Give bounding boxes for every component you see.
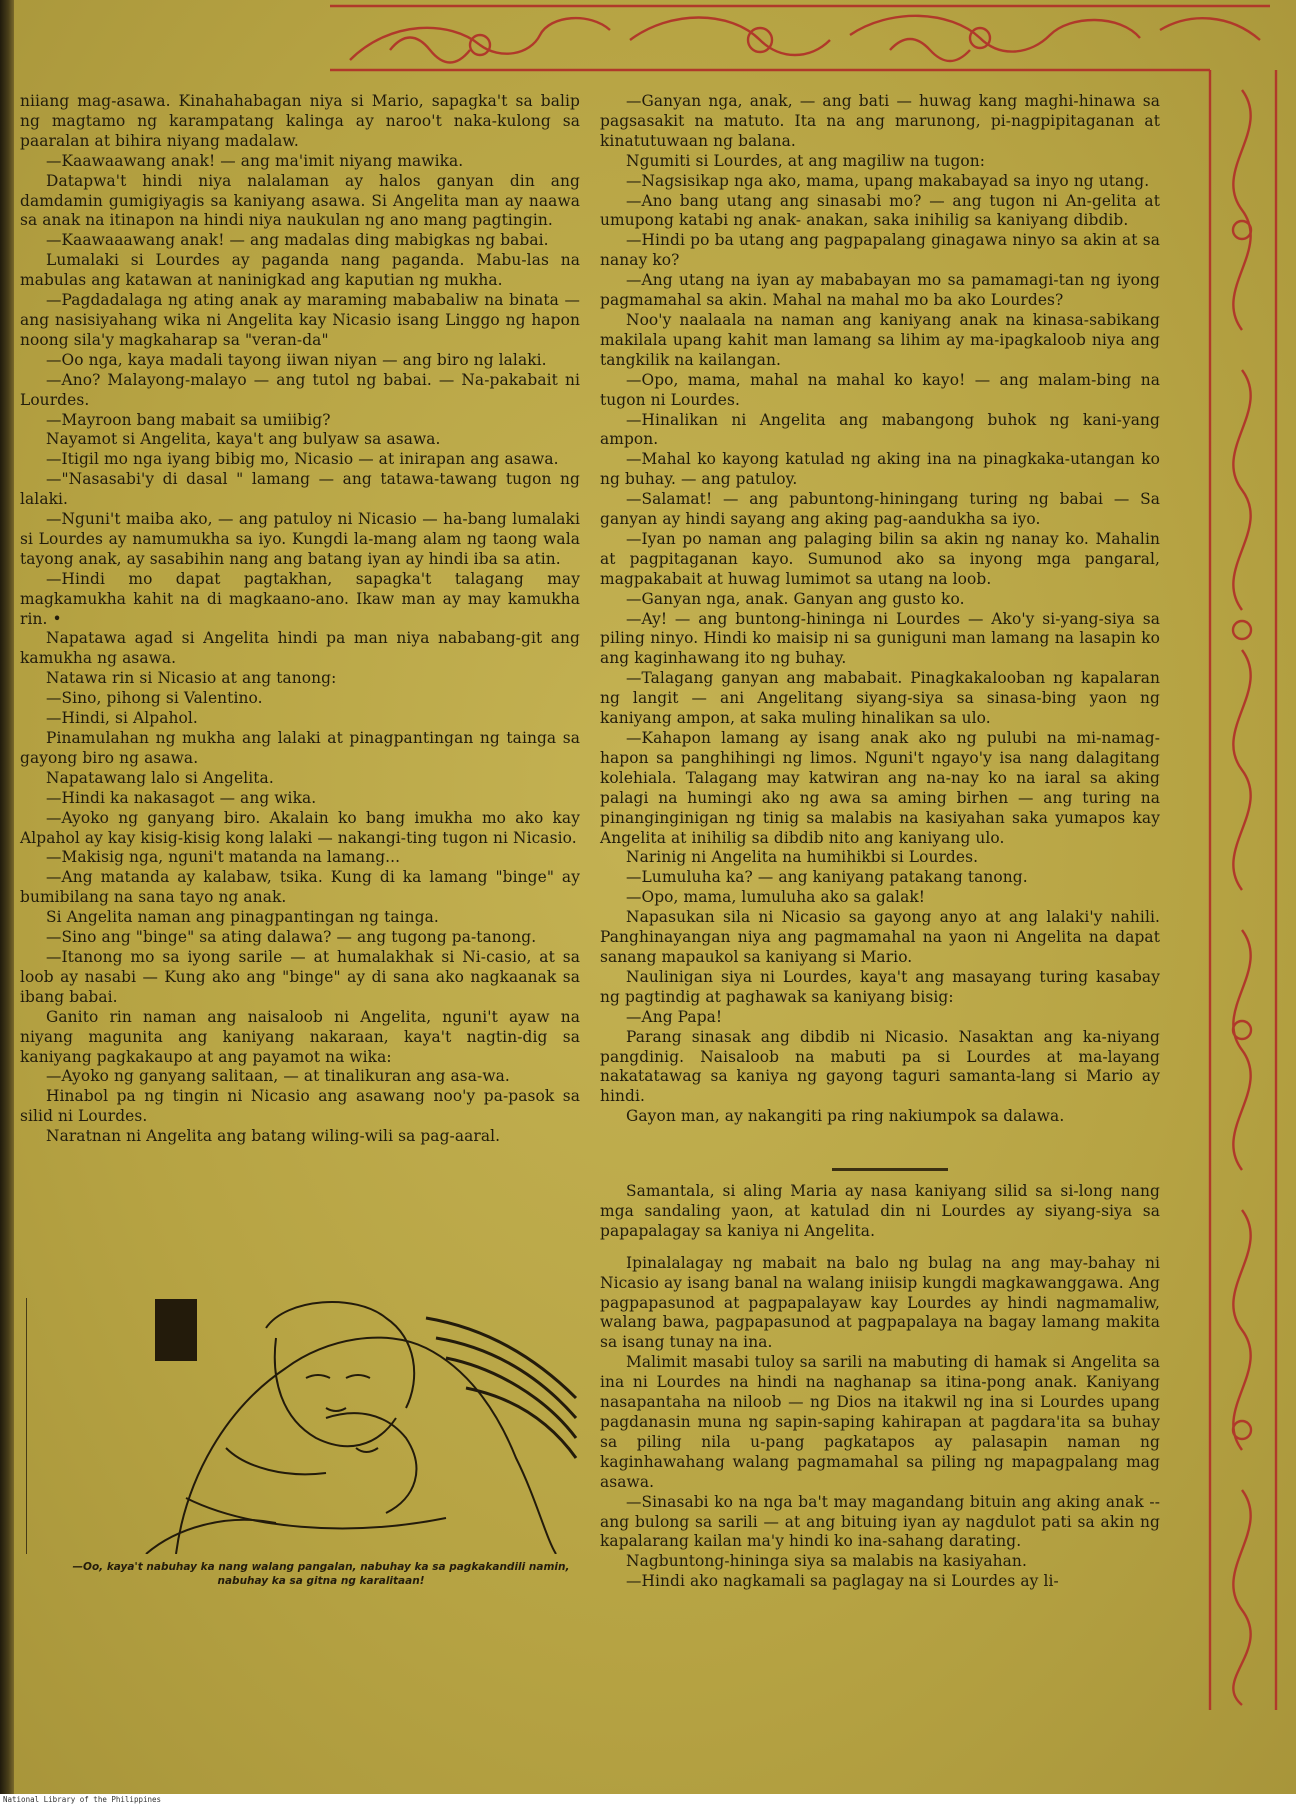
paragraph: —Ang matanda ay kalabaw, tsika. Kung di ka lamang "binge" ay bumibilang na sana tayo ng anak. <box>20 868 580 907</box>
paragraph: —Ganyan nga, anak. Ganyan ang gusto ko. <box>626 589 965 608</box>
paragraph: Lumalaki si Lourdes ay paganda nang paganda. Mabu-las na mabulas ang katawan at naninigkad ang kaputian ng mukha. <box>20 251 580 290</box>
paragraph: Hinabol pa ng tingin ni Nicasio ang asawang noo'y pa-pasok sa silid ni Lourdes. <box>20 1087 580 1126</box>
paragraph: —Ano bang utang ang sinasabi mo? — ang tugon ni An-gelita at umupong katabi ng anak- anakan, saka inihilig sa kaniyang dibdib. <box>600 191 1160 230</box>
paragraph: Nagbuntong-hininga siya sa malabis na kasiyahan. <box>626 1552 1027 1571</box>
paragraph: —Ang Papa! <box>626 1007 723 1026</box>
paragraph: —Iyan po naman ang palaging bilin sa akin ng nanay ko. Mahalin at pagpitaganan kayo. Sumunod ako sa inyong mga pangaral, magpakabait at huwag lumimot sa utang na loob. <box>600 529 1160 588</box>
paragraph: —Kaawaaawang anak! — ang madalas ding mabigkas ng babai. <box>46 231 549 250</box>
paragraph: Noo'y naalaala na naman ang kaniyang anak na kinasa-sabikang makilala upang kahit man lamang sa lihim ay ma-ipagkaloob niya ang tangkilik na kailangan. <box>600 310 1160 369</box>
paragraph: Ipinalalagay ng mabait na balo ng bulag na ang may-bahay ni Nicasio ay isang banal na walang iniisip kungdi magkawanggawa. Ang pagpapasunod at pagpapalayaw kay Lourdes ay hindi nagmamaliw, walang bawa, pagpapasunod at pagpapalaya na bagay lamang makita sa isang tunay na ina. <box>600 1253 1160 1352</box>
left-text-column <box>20 92 580 1147</box>
right-text-column <box>600 92 1160 1127</box>
paragraph: Narinig ni Angelita na humihikbi si Lourdes. <box>626 848 979 867</box>
illustration-caption: —Oo, kaya't nabuhay ka nang walang pangalan, nabuhay ka sa pagkakandili namin, nabuhay ka sa gitna ng karalitaan! <box>72 1561 570 1587</box>
paragraph: Gayon man, ay nakangiti pa ring nakiumpok sa dalawa. <box>626 1107 1065 1126</box>
paragraph: —Ay! — ang buntong-hininga ni Lourdes — Ako'y si-yang-siya sa piling ninyo. Hindi ko maisip ni sa guniguni man lamang na lasapin ko ang kaginhawang ito ng buhay. <box>600 609 1160 668</box>
paragraph: —Nguni't maiba ako, — ang patuloy ni Nicasio — ha-bang lumalaki si Lourdes ay namumukha sa iyo. Kungdi la-mang alam ng taong wala tayong anak, ay sasabihin nang ang batang iyan ay hindi iba sa atin. <box>20 510 580 568</box>
paragraph: —Hindi ako nagkamali sa paglagay na si Lourdes ay li- <box>626 1572 1059 1591</box>
section-divider <box>832 1168 948 1171</box>
paragraph: —Talagang ganyan ang mababait. Pinagkakalooban ng kapalaran ng langit — ani Angelitang siyang-siya sa sinasa-bing yaon ng kaniyang ampon, at saka muling hinalikan sa ulo. <box>600 669 1160 728</box>
paragraph: —Pagdadalaga ng ating anak ay maraming mababaliw na binata — ang nasisiyahang wika ni Angelita kay Nicasio isang Linggo ng hapon noong sila'y magkaharap sa "veran-da" <box>20 291 580 349</box>
paragraph: —Salamat! — ang pabuntong-hiningang turing ng babai — Sa ganyan ay hindi sayang ang aking pag-aandukha sa iyo. <box>600 490 1160 529</box>
paragraph: Napatawang lalo si Angelita. <box>46 768 274 787</box>
paragraph: —Hindi, si Alpahol. <box>46 709 198 728</box>
paragraph: —Sino, pihong si Valentino. <box>46 689 263 708</box>
paragraph: —Oo nga, kaya madali tayong iiwan niyan — ang biro ng lalaki. <box>46 350 547 369</box>
paragraph: —Mahal ko kayong katulad ng aking ina na pinagkaka-utangan ko ng buhay. — ang patuloy. <box>600 450 1160 489</box>
illustration-mother-daughter <box>26 1298 584 1554</box>
paragraph: —Itanong mo sa iyong sarile — at humalakhak si Ni-casio, at sa loob ay nasabi — Kung ako ang "binge" ay di sana ako nagkaanak sa ibang babai. <box>20 947 580 1006</box>
paragraph: Naratnan ni Angelita ang batang wiling-wili sa pag-aaral. <box>46 1127 501 1146</box>
paragraph: Natawa rin si Nicasio at ang tanong: <box>46 669 337 688</box>
paragraph: niiang mag-asawa. Kinahahabagan niya si Mario, sapagka't sa balip ng magtamo ng karampatang kalinga ay naroo't naka-kulong sa paaralan at bihira niyang madalaw. <box>20 92 580 150</box>
paragraph: Ngumiti si Lourdes, at ang magiliw na tugon: <box>626 151 986 170</box>
paragraph: Malimit masabi tuloy sa sarili na mabuting di hamak si Angelita sa ina ni Lourdes na hindi na naghanap sa itina-pong anak. Kaniyang nasapantaha na niloob — ng Dios na itakwil ng ina si Lourdes upang pagdanasin muna ng sapin-saping kahirapan at pagdara'ita sa buhay sa piling nila u-pang pagkatapos ay palasapin naman ng kaginhawahang walang pagmamahal sa piling ng mapagpalang mag asawa. <box>600 1353 1160 1491</box>
paragraph: —Ang utang na iyan ay mababayan mo sa pamamagi-tan ng iyong pagmamahal sa akin. Mahal na mahal mo ba ako Lourdes? <box>600 271 1160 310</box>
paragraph: —Hinalikan ni Angelita ang mabangong buhok ng kani-yang ampon. <box>600 410 1160 449</box>
paragraph: —Nagsisikap nga ako, mama, upang makabayad sa inyo ng utang. <box>626 171 1150 190</box>
paragraph: Nayamot si Angelita, kaya't ang bulyaw sa asawa. <box>46 430 441 449</box>
paragraph: —Ayoko ng ganyang salitaan, — at tinalikuran ang asa-wa. <box>46 1067 510 1086</box>
paragraph: —Ayoko ng ganyang biro. Akalain ko bang imukha mo ako kay Alpahol ay kay kisig-kisig kong lalaki — nakangi-ting tugon ni Nicasio. <box>20 808 580 847</box>
paragraph: Samantala, si aling Maria ay nasa kaniyang silid sa si-long nang mga sandaling yaon, at katulad din ni Lourdes ay siyang-siya sa papapalagay sa kaniya ni Angelita. <box>600 1182 1160 1240</box>
paragraph: —"Nasasabi'y di dasal " lamang — ang tatawa-tawang tugon ng lalaki. <box>20 470 580 509</box>
paragraph: —Makisig nga, nguni't matanda na lamang... <box>46 848 401 867</box>
paragraph: —Sinasabi ko na nga ba't may magandang bituin ang aking anak -- ang bulong sa sarili — at ang bituing iyan ay nagdulot pati sa akin ng kapalarang kailan ma'y hindi ko ina-sahang darating. <box>600 1492 1160 1551</box>
paragraph: Ganito rin naman ang naisaloob ni Angelita, nguni't ayaw na niyang magunita ang kaniyang nakaraan, kaya't nagtin-dig sa kaniyang pagkakaupo at ang payamot na wika: <box>20 1007 580 1066</box>
paragraph: Napasukan sila ni Nicasio sa gayong anyo at ang lalaki'y nahili. Panghinayangan niya ang pagmamahal na yaon ni Angelita na dapat sanang mapaukol sa kaniyang si Mario. <box>600 908 1160 966</box>
paragraph: —Ganyan nga, anak, — ang bati — huwag kang maghi-hinawa sa pagsasakit na matuto. Ita na ang marunong, pi-nagpipitaganan at kinatutuwaan ng balana. <box>600 92 1160 150</box>
paragraph: —Mayroon bang mabait sa umiibig? <box>46 410 331 429</box>
paragraph: —Sino ang "binge" sa ating dalawa? — ang tugong pa-tanong. <box>46 928 537 947</box>
paragraph: —Hindi po ba utang ang pagpapalang ginagawa ninyo sa akin at sa nanay ko? <box>600 231 1160 270</box>
paragraph: Parang sinasak ang dibdib ni Nicasio. Nasaktan ang ka-niyang pangdinig. Naisaloob na mabuti pa si Lourdes at ma-layang nakatatawag sa kaniya ng gayong taguri samanta-lang si Mario ay hindi. <box>600 1027 1160 1106</box>
paragraph: —Hindi ka nakasagot — ang wika. <box>46 788 317 807</box>
paragraph: —Ano? Malayong-malayo — ang tutol ng babai. — Na-pakabait ni Lourdes. <box>20 370 580 409</box>
paragraph: —Opo, mama, lumuluha ako sa galak! <box>626 888 926 907</box>
paragraph: Datapwa't hindi niya nalalaman ay halos ganyan din ang damdamin gumigiyagis sa kaniyang asawa. Si Angelita man ay naawa sa anak na itinapon na hindi niya naukulan ng ano mang pagtingin. <box>20 171 580 230</box>
top-ornament-border <box>330 0 1270 78</box>
paragraph: —Lumuluha ka? — ang kaniyang patakang tanong. <box>626 868 1028 887</box>
paragraph: —Opo, mama, mahal na mahal ko kayo! — ang malam-bing na tugon ni Lourdes. <box>600 370 1160 409</box>
paragraph: —Kahapon lamang ay isang anak ako ng pulubi na mi-namag-hapon sa panghihingi ng limos. Nguni't ngayo'y isa nang dalagitang kolehiala. Talagang may katwiran ang na-nay ko na iaral sa aking palagi na humingi ako ng awa sa aming birhen — ang turing na pinanginginigan ng tinig sa malabis na kasiyahan saka yumapos kay Angelita at inihilig sa dibdib nito ang kaniyang ulo. <box>600 729 1160 847</box>
paragraph: Pinamulahan ng mukha ang lalaki at pinagpantingan ng tainga sa gayong biro ng asawa. <box>20 729 580 767</box>
paragraph: —Itigil mo nga iyang bibig mo, Nicasio — at inirapan ang asawa. <box>46 450 559 469</box>
footer-credit-text: National Library of the Philippines <box>3 1795 162 1804</box>
paragraph: Napatawa agad si Angelita hindi pa man niya nababang-git ang kamukha ng asawa. <box>20 629 580 668</box>
paragraph: —Kaawaawang anak! — ang ma'imit niyang mawika. <box>46 151 464 170</box>
right-text-column-continued <box>600 1182 1160 1592</box>
paragraph: Naulinigan siya ni Lourdes, kaya't ang masayang turing kasabay ng pagtindig at paghawak sa kaniyang bisig: <box>600 967 1160 1006</box>
paragraph: Si Angelita naman ang pinagpantingan ng tainga. <box>46 908 439 927</box>
paragraph: —Hindi mo dapat pagtakhan, sapagka't talagang may magkamukha kahit na di magkaano-ano. Ikaw man ay may kamukha rin. • <box>20 569 580 628</box>
binding-spine <box>0 0 14 1794</box>
footer-credit <box>0 1794 1296 1808</box>
right-ornament-border <box>1202 70 1284 1710</box>
